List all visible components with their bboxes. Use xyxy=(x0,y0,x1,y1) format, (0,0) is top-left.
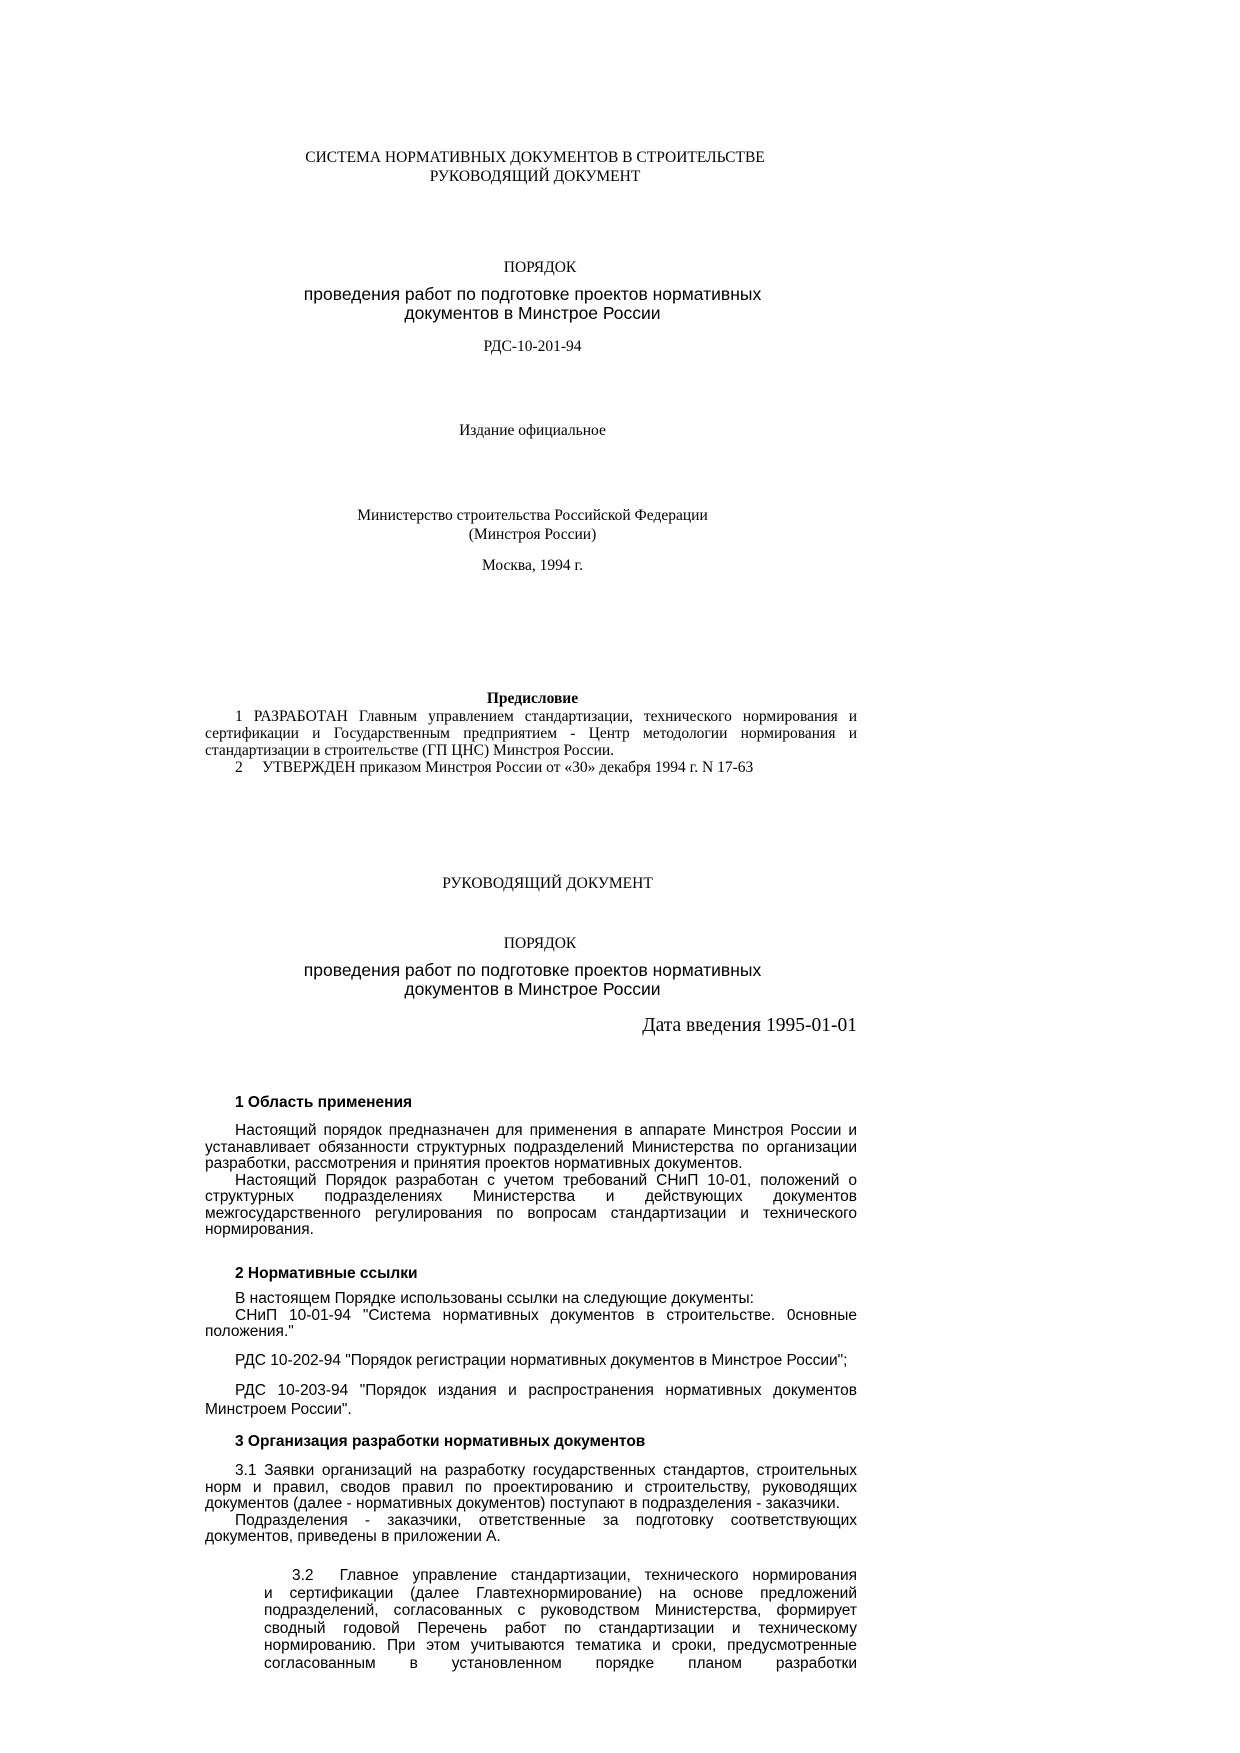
title-subtitle-line2: документов в Минстрое России xyxy=(404,303,661,323)
title-poryadok: ПОРЯДОК xyxy=(503,259,577,276)
doc-type-label: РУКОВОДЯЩИЙ ДОКУМЕНТ xyxy=(429,168,641,185)
section3-paragraph-3-2 xyxy=(264,1567,857,1672)
preface-title: Предисловие xyxy=(486,690,579,707)
body-subtitle-line1: проведения работ по подготовке проектов нормативных xyxy=(303,960,762,980)
date-introduction: Дата введения 1995-01-01 xyxy=(642,1015,857,1036)
section2-intro: В настоящем Порядке использованы ссылки на следующие документы: xyxy=(235,1290,754,1307)
section2-heading: 2 Нормативные ссылки xyxy=(235,1265,418,1282)
document-code: РДС-10-201-94 xyxy=(483,338,582,355)
preface-item2: 2 УТВЕРЖДЕН приказом Минстроя России от «30» декабря 1994 г. N 17-63 xyxy=(235,759,754,776)
section1-paragraph1: Настоящий порядок предназначен для применения в аппарате Минстроя России и устанавливает обязанности структурных подразделений Министерства по организации разработки, рассмотрения и принятия проектов нормативных документов. xyxy=(205,1122,857,1172)
section1-body xyxy=(205,1123,857,1239)
section2-ref2: РДС 10-202-94 "Порядок регистрации нормативных документов в Минстрое России"; xyxy=(235,1351,848,1369)
section2-ref1: СНиП 10-01-94 "Система нормативных документов в строительстве. 0сновные положения." xyxy=(205,1306,857,1340)
body-doc-type: РУКОВОДЯЩИЙ ДОКУМЕНТ xyxy=(442,875,653,892)
section2-body xyxy=(205,1291,857,1419)
document-header xyxy=(0,148,1070,186)
section3-heading: 3 Организация разработки нормативных документов xyxy=(235,1433,646,1450)
preface-item1-line2: сертификации и Государственным предприятием - Центр методологии нормирования и xyxy=(205,725,857,742)
publisher-block xyxy=(0,506,1065,544)
preface-item1-line1: 1 РАЗРАБОТАН Главным управлением стандартизации, технического нормирования и xyxy=(235,708,857,725)
preface-body xyxy=(205,708,857,776)
publisher-line2: (Минстроя России) xyxy=(468,526,597,543)
system-title: СИСТЕМА НОРМАТИВНЫХ ДОКУМЕНТОВ В СТРОИТЕЛЬСТВЕ xyxy=(305,149,765,166)
section3-paragraph-3-2-rest: и сертификации (далее Главтехнормирование) на основе предложений подразделений, согласованных с руководством Министерства, формирует сводный годовой Перечень работ по стандартизации и техническому нормированию. При этом учитываются тематика и сроки, предусмотренные согласованным в установленном порядке планом разработки xyxy=(264,1584,857,1672)
title-subtitle-line1: проведения работ по подготовке проектов нормативных xyxy=(303,284,762,304)
section3-paragraph-3-1b: Подразделения - заказчики, ответственные за подготовку соответствующих документов, приведены в приложении А. xyxy=(205,1511,857,1545)
section3-paragraph-3-2-first-line xyxy=(264,1567,857,1585)
title-subtitle xyxy=(0,285,1065,323)
section3-paragraph-3-2-first-text: Главное управление стандартизации, технического нормирования xyxy=(339,1567,857,1584)
section3-body xyxy=(205,1463,857,1546)
body-poryadok: ПОРЯДОК xyxy=(503,935,577,952)
edition-label: Издание официальное xyxy=(459,422,606,439)
section2-ref3: РДС 10-203-94 "Порядок издания и распространения нормативных документов Минстроем России". xyxy=(205,1382,857,1418)
preface-item1-line3: стандартизации в строительстве (ГП ЦНС) Минстроя России. xyxy=(205,742,615,759)
publisher-line1: Министерство строительства Российской Федерации xyxy=(357,507,708,524)
section1-heading: 1 Область применения xyxy=(235,1094,413,1111)
section3-paragraph-3-2-number: 3.2 xyxy=(292,1567,314,1584)
section3-paragraph-3-1: 3.1 Заявки организаций на разработку государственных стандартов, строительных норм и правил, сводов правил по проектированию и строительству, руководящих документов (далее - нормативных документов) поступают в подразделения - заказчики. xyxy=(205,1462,857,1512)
body-subtitle-line2: документов в Минстрое России xyxy=(404,979,661,999)
city-year: Москва, 1994 г. xyxy=(481,557,584,574)
section1-paragraph2: Настоящий Порядок разработан с учетом требований СНиП 10-01, положений о структурных подразделениях Министерства и действующих документов межгосударственного регулирования по вопросам стандартизации и технического нормирования. xyxy=(205,1171,857,1238)
body-subtitle xyxy=(0,961,1065,999)
